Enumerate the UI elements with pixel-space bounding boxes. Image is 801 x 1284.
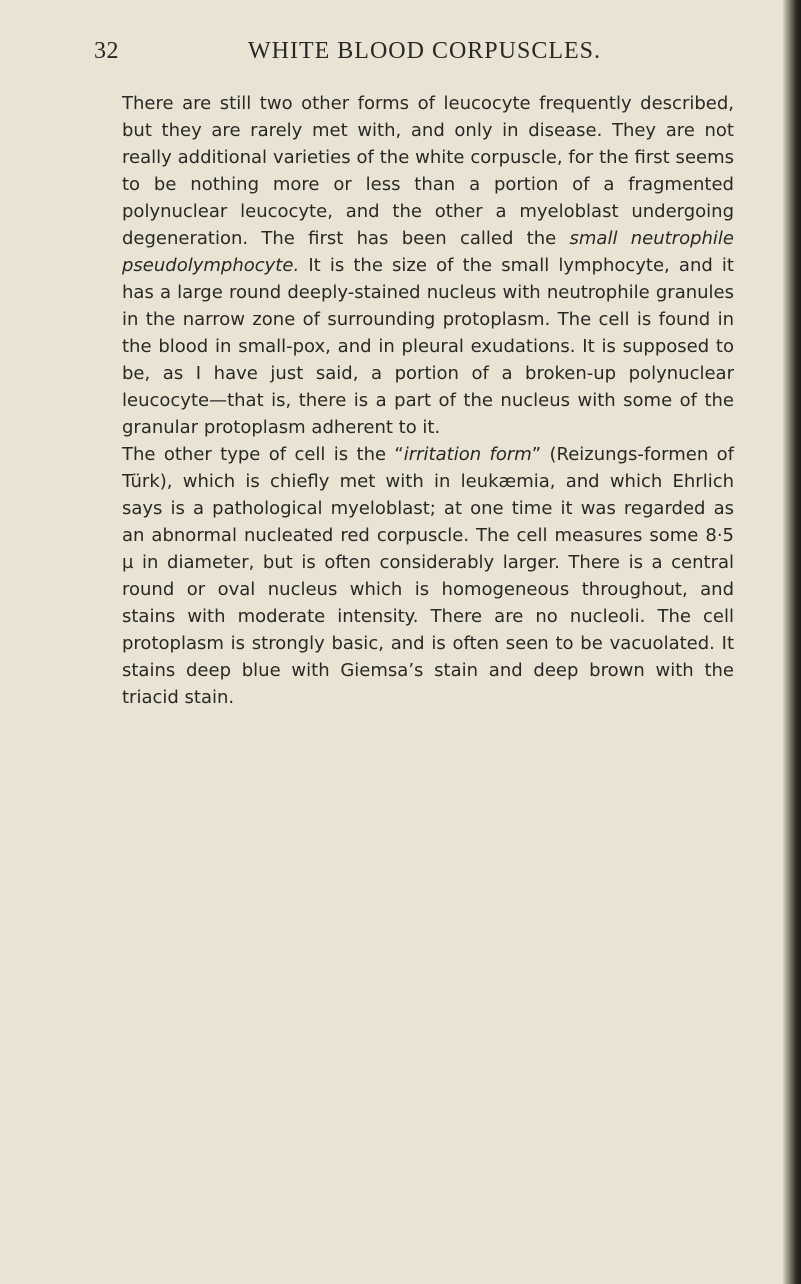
running-title: WHITE BLOOD CORPUSCLES. [248,38,602,64]
page-header [86,38,726,72]
paragraph-1-text-b: It is the size of the small lymphocyte, and it has a large round deeply-stained nucleus with neutrophile granules in the narrow zone of surrounding protoplasm. The cell is found in the blood in small-pox, and in pleural exudations. It is supposed to be, as I have just said, a portion of a broken-up polynuclear leucocyte—that is, there is a part of the nucleus with some of the granular protoplasm adherent to it. [122,255,734,438]
paragraph-1-italic-term: small neutrophile pseudolymphocyte. [122,228,734,276]
paragraph-2-text-a: The other type of cell is the “ [122,444,404,465]
paragraph-1-text-a: There are still two other forms of leucocyte frequently described, but they are rarely met with, and only in disease. They are not really additional varieties of the white corpuscle, for the first seems to be nothing more or less than a portion of a fragmented polynuclear leucocyte, and the other a myeloblast undergoing degeneration. The first has been called the [122,93,734,249]
page-binding-edge [783,0,801,1284]
paragraph-2 [122,441,734,711]
body-text [122,90,734,711]
paragraph-2-text-b: ” (Reizungs-formen of Türk), which is chiefly met with in leukæmia, and which Ehrlich says is a pathological myeloblast; at one time it was regarded as an abnormal nucleated red corpuscle. The cell measures some 8·5 µ in diameter, but is often considerably larger. There is a central round or oval nucleus which is homogeneous throughout, and stains with moderate intensity. There are no nucleoli. The cell protoplasm is strongly basic, and is often seen to be vacuolated. It stains deep blue with Giemsa’s stain and deep brown with the triacid stain. [122,444,734,708]
paragraph-2-italic-term: irritation form [403,444,532,465]
paragraph-1 [122,90,734,441]
page-number: 32 [94,38,119,64]
